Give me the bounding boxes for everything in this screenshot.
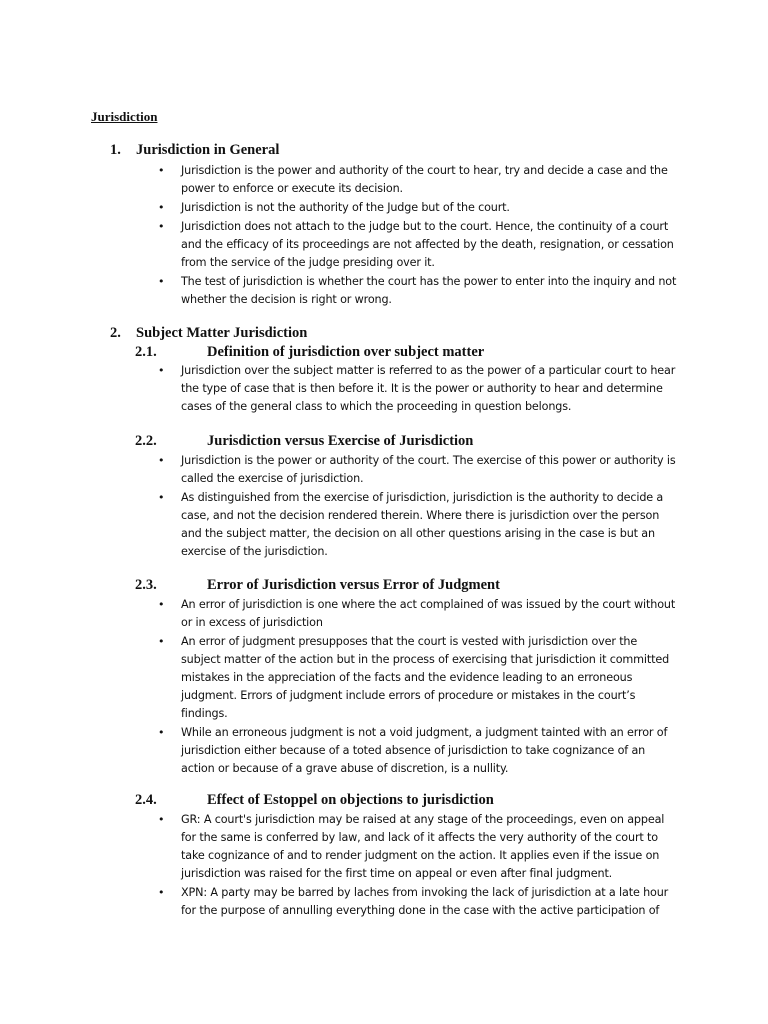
list-item-text: As distinguished from the exercise of jurisdiction, jurisdiction is the authority to decide a case, and not the decision rendered therein. Where there is jurisdiction over the person and the subject matter, the decision on all other questions arising in the case is but an exercise of the jurisdiction. <box>181 491 664 558</box>
section-number: 2. <box>110 325 121 341</box>
list-item-text: Jurisdiction does not attach to the judge but to the court. Hence, the continuity of a court and the efficacy of its proceedings are not affected by the death, resignation, or cessation from the service of the judge presiding over it. <box>181 220 674 269</box>
bullet-icon: • <box>158 275 165 288</box>
subsection-heading <box>135 577 500 594</box>
list-item-text: An error of judgment presupposes that the court is vested with jurisdiction over the subject matter of the action but in the process of exercising that jurisdiction it committed mistakes in the appreciation of the facts and the evidence leading to an erroneous judgment. Errors of judgment include errors of procedure or mistakes in the court’s findings. <box>181 635 670 720</box>
bullet-list <box>158 362 678 417</box>
list-item-text: Jurisdiction is the power or authority of the court. The exercise of this power or authority is called the exercise of jurisdiction. <box>181 454 676 485</box>
list-item <box>158 452 678 488</box>
bullet-icon: • <box>158 454 165 467</box>
bullet-icon: • <box>158 201 165 214</box>
list-item-text: Jurisdiction is not the authority of the Judge but of the court. <box>181 201 510 214</box>
bullet-list <box>158 811 678 921</box>
list-item-text: An error of jurisdiction is one where the act complained of was issued by the court without or in excess of jurisdiction <box>181 598 676 629</box>
bullet-icon: • <box>158 726 165 739</box>
subsection-number: 2.3. <box>135 577 157 593</box>
subsection-number: 2.2. <box>135 433 157 449</box>
bullet-icon: • <box>158 164 165 177</box>
list-item <box>158 596 678 632</box>
section-heading <box>110 325 307 342</box>
subsection-heading <box>135 433 473 450</box>
subsection-title: Error of Jurisdiction versus Error of Judgment <box>207 577 500 593</box>
bullet-icon: • <box>158 813 165 826</box>
section-heading <box>110 142 279 159</box>
list-item-text: Jurisdiction over the subject matter is referred to as the power of a particular court to hear the type of case that is then before it. It is the power or authority to hear and determine cases of the general class to which the proceeding in question belongs. <box>181 364 676 413</box>
subsection-title: Jurisdiction versus Exercise of Jurisdiction <box>207 433 474 449</box>
subsection-title: Definition of jurisdiction over subject matter <box>207 344 485 360</box>
list-item <box>158 218 678 272</box>
bullet-list <box>158 596 678 779</box>
list-item-text: The test of jurisdiction is whether the court has the power to enter into the inquiry and not whether the decision is right or wrong. <box>181 275 677 306</box>
list-item <box>158 199 678 217</box>
bullet-icon: • <box>158 886 165 899</box>
section-title: Subject Matter Jurisdiction <box>136 325 308 341</box>
bullet-list <box>158 162 678 310</box>
list-item <box>158 884 678 920</box>
section-title: Jurisdiction in General <box>136 142 280 158</box>
list-item-text: While an erroneous judgment is not a void judgment, a judgment tainted with an error of jurisdiction either because of a toted absence of jurisdiction to take cognizance of an action or because of a grave abuse of discretion, is a nullity. <box>181 726 668 775</box>
bullet-list <box>158 452 678 562</box>
bullet-icon: • <box>158 220 165 233</box>
list-item-text: XPN: A party may be barred by laches from invoking the lack of jurisdiction at a late hour for the purpose of annulling everything done in the case with the active participation of <box>181 886 669 917</box>
list-item <box>158 724 678 778</box>
subsection-heading <box>135 344 484 361</box>
bullet-icon: • <box>158 635 165 648</box>
list-item-text: GR: A court's jurisdiction may be raised at any stage of the proceedings, even on appeal for the same is conferred by law, and lack of it affects the very authority of the court to take cognizance of and to render judgment on the action. It applies even if the issue on jurisdiction was raised for the first time on appeal or even after final judgment. <box>181 813 665 880</box>
section-number: 1. <box>110 142 121 158</box>
list-item-text: Jurisdiction is the power and authority of the court to hear, try and decide a case and the power to enforce or execute its decision. <box>181 164 668 195</box>
list-item <box>158 811 678 883</box>
bullet-icon: • <box>158 491 165 504</box>
bullet-icon: • <box>158 364 165 377</box>
subsection-number: 2.1. <box>135 344 157 360</box>
subsection-number: 2.4. <box>135 792 157 808</box>
list-item <box>158 162 678 198</box>
list-item <box>158 633 678 723</box>
subsection-heading <box>135 792 494 809</box>
list-item <box>158 489 678 561</box>
bullet-icon: • <box>158 598 165 611</box>
list-item <box>158 273 678 309</box>
list-item <box>158 362 678 416</box>
subsection-title: Effect of Estoppel on objections to jurisdiction <box>207 792 494 808</box>
document-title: Jurisdiction <box>91 109 158 124</box>
